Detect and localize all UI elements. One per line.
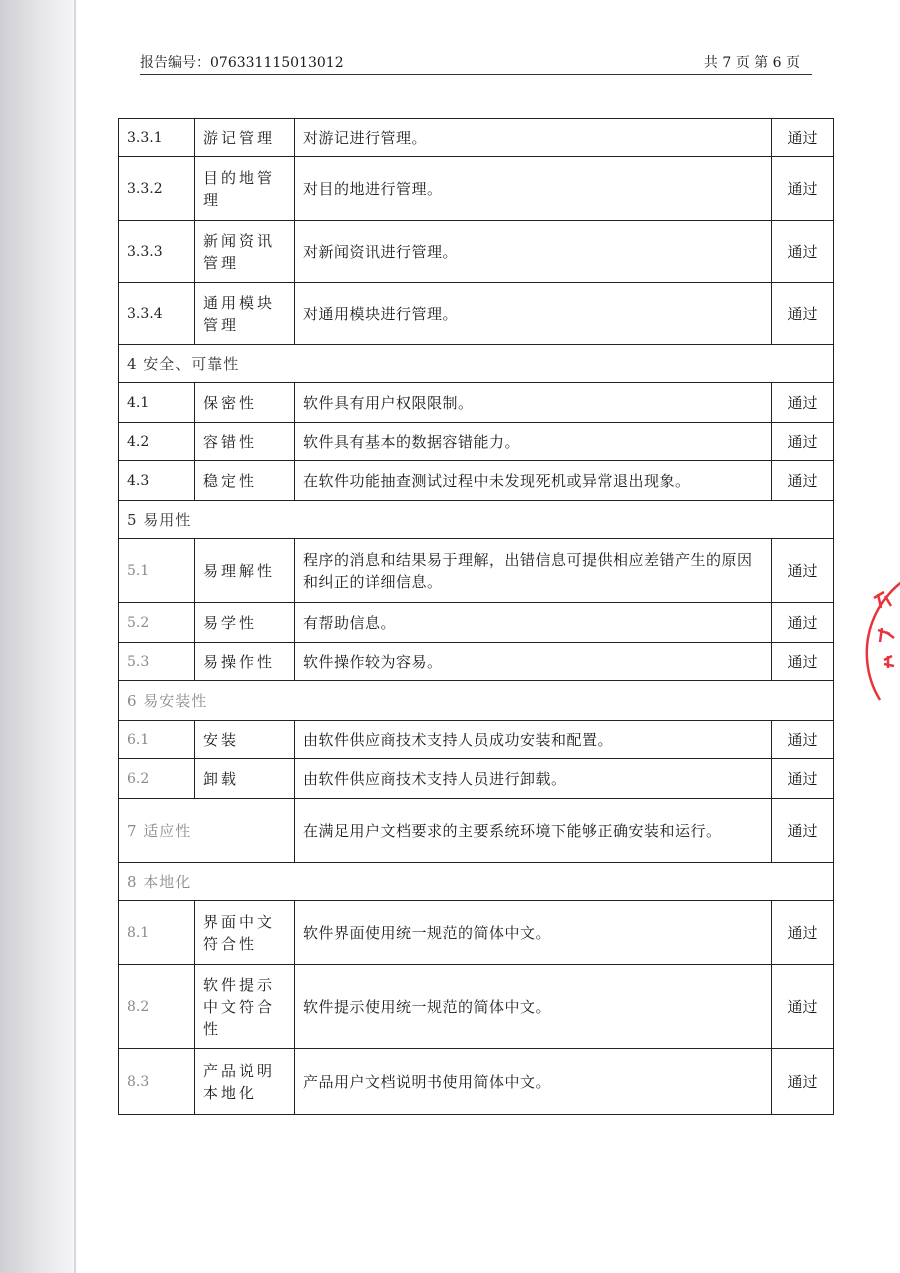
item-name: 产品说明本地化: [195, 1049, 295, 1115]
item-name: 容错性: [195, 423, 295, 461]
item-result: 通过: [772, 965, 834, 1049]
item-description: 软件提示使用统一规范的简体中文。: [295, 965, 772, 1049]
item-description: 软件具有用户权限限制。: [295, 383, 772, 423]
item-id: 5.2: [119, 603, 195, 643]
report-number: 报告编号：076331115013012: [140, 55, 344, 71]
table-row: [119, 1049, 834, 1115]
table-row: [119, 283, 834, 345]
item-name: 目的地管理: [195, 157, 295, 221]
item-id: 6.2: [119, 759, 195, 799]
section-title: 5 易用性: [119, 501, 834, 539]
section-row: [119, 681, 834, 721]
item-description: 对目的地进行管理。: [295, 157, 772, 221]
item-description: 软件操作较为容易。: [295, 643, 772, 681]
item-result: 通过: [772, 423, 834, 461]
table-row: [119, 759, 834, 799]
item-name: 稳定性: [195, 461, 295, 501]
item-name: 卸载: [195, 759, 295, 799]
table-row: [119, 643, 834, 681]
item-result: 通过: [772, 119, 834, 157]
item-description: 软件界面使用统一规范的简体中文。: [295, 901, 772, 965]
item-result: 通过: [772, 603, 834, 643]
section-title: 8 本地化: [119, 863, 834, 901]
table-row: [119, 965, 834, 1049]
section-title: 6 易安装性: [119, 681, 834, 721]
item-id: 8.2: [119, 965, 195, 1049]
table-row: [119, 461, 834, 501]
item-id: 5.3: [119, 643, 195, 681]
table-row: [119, 383, 834, 423]
binding-margin: [0, 0, 78, 1273]
item-id: 3.3.2: [119, 157, 195, 221]
table-row: [119, 157, 834, 221]
item-id: 4.2: [119, 423, 195, 461]
item-description: 由软件供应商技术支持人员进行卸载。: [295, 759, 772, 799]
section-title: 4 安全、可靠性: [119, 345, 834, 383]
header-rule: [140, 74, 812, 75]
red-seal-stamp: [858, 560, 900, 750]
table-row: [119, 423, 834, 461]
item-id: 4.1: [119, 383, 195, 423]
page-indicator: 共 7 页 第 6 页: [703, 55, 800, 71]
item-result: 通过: [772, 901, 834, 965]
item-description: 由软件供应商技术支持人员成功安装和配置。: [295, 721, 772, 759]
test-results-table: [118, 118, 834, 1115]
item-description: 软件具有基本的数据容错能力。: [295, 423, 772, 461]
item-name: 界面中文符合性: [195, 901, 295, 965]
item-id: 3.3.1: [119, 119, 195, 157]
table-row: [119, 539, 834, 603]
item-description: 程序的消息和结果易于理解，出错信息可提供相应差错产生的原因和纠正的详细信息。: [295, 539, 772, 603]
item-id: 3.3.3: [119, 221, 195, 283]
item-id: 8.1: [119, 901, 195, 965]
item-id: 3.3.4: [119, 283, 195, 345]
item-description: 对游记进行管理。: [295, 119, 772, 157]
section-title: 7 适应性: [119, 799, 295, 863]
table-row: [119, 901, 834, 965]
table-row: [119, 221, 834, 283]
item-name: 新闻资讯管理: [195, 221, 295, 283]
item-name: 易操作性: [195, 643, 295, 681]
item-name: 安装: [195, 721, 295, 759]
seal-mark: [878, 628, 894, 642]
item-description: 在满足用户文档要求的主要系统环境下能够正确安装和运行。: [295, 799, 772, 863]
item-result: 通过: [772, 157, 834, 221]
table-row: [119, 603, 834, 643]
item-name: 通用模块管理: [195, 283, 295, 345]
item-name: 保密性: [195, 383, 295, 423]
item-result: 通过: [772, 643, 834, 681]
item-result: 通过: [772, 283, 834, 345]
item-id: 8.3: [119, 1049, 195, 1115]
item-result: 通过: [772, 721, 834, 759]
table-row: [119, 799, 834, 863]
section-row: [119, 863, 834, 901]
page-header: [140, 52, 800, 74]
section-row: [119, 501, 834, 539]
item-description: 对通用模块进行管理。: [295, 283, 772, 345]
table-row: [119, 119, 834, 157]
binding-edge-line: [74, 0, 76, 1273]
item-result: 通过: [772, 759, 834, 799]
item-result: 通过: [772, 221, 834, 283]
item-result: 通过: [772, 799, 834, 863]
table-row: [119, 721, 834, 759]
item-name: 易学性: [195, 603, 295, 643]
item-result: 通过: [772, 461, 834, 501]
item-description: 在软件功能抽查测试过程中未发现死机或异常退出现象。: [295, 461, 772, 501]
item-result: 通过: [772, 539, 834, 603]
item-id: 6.1: [119, 721, 195, 759]
item-result: 通过: [772, 383, 834, 423]
item-name: 游记管理: [195, 119, 295, 157]
section-row: [119, 345, 834, 383]
seal-mark: [884, 656, 894, 668]
item-description: 产品用户文档说明书使用简体中文。: [295, 1049, 772, 1115]
item-name: 易理解性: [195, 539, 295, 603]
item-description: 对新闻资讯进行管理。: [295, 221, 772, 283]
item-name: 软件提示中文符合性: [195, 965, 295, 1049]
item-id: 5.1: [119, 539, 195, 603]
item-description: 有帮助信息。: [295, 603, 772, 643]
item-result: 通过: [772, 1049, 834, 1115]
item-id: 4.3: [119, 461, 195, 501]
